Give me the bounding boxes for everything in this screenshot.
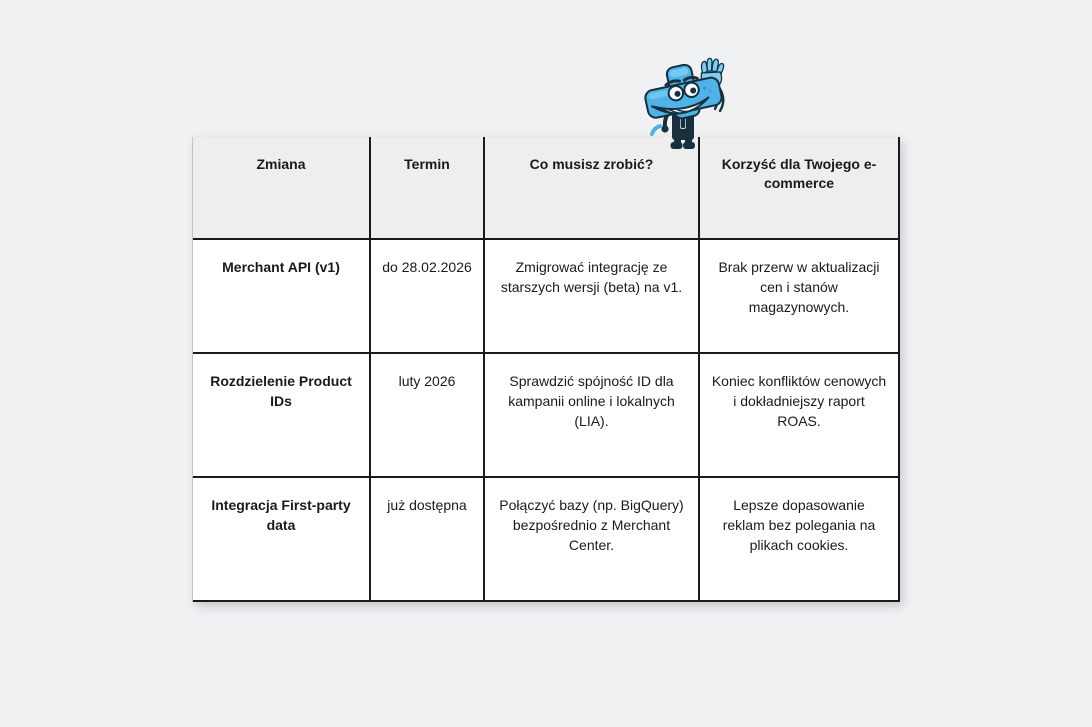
changes-table-card <box>193 137 899 602</box>
table-row <box>193 477 899 601</box>
column-header-benefit: Korzyść dla Twojego e-commerce <box>699 137 899 239</box>
cell-change: Integracja First-party data <box>193 477 370 601</box>
cell-term: do 28.02.2026 <box>370 239 484 353</box>
cell-benefit: Koniec konfliktów cenowych i dokładniejszy raport ROAS. <box>699 353 899 477</box>
changes-table <box>193 137 900 602</box>
cell-todo: Sprawdzić spójność ID dla kampanii online i lokalnych (LIA). <box>484 353 699 477</box>
cell-todo: Połączyć bazy (np. BigQuery) bezpośrednio z Merchant Center. <box>484 477 699 601</box>
waving-blue-cross-mascot-icon <box>636 56 728 150</box>
table-row <box>193 239 899 353</box>
cell-change: Rozdzielenie Product IDs <box>193 353 370 477</box>
table-row <box>193 353 899 477</box>
cell-todo: Zmigrować integrację ze starszych wersji (beta) na v1. <box>484 239 699 353</box>
cell-change: Merchant API (v1) <box>193 239 370 353</box>
column-header-term: Termin <box>370 137 484 239</box>
cell-term: już dostępna <box>370 477 484 601</box>
table-header-row <box>193 137 899 239</box>
cell-benefit: Lepsze dopasowanie reklam bez polegania na plikach cookies. <box>699 477 899 601</box>
column-header-todo: Co musisz zrobić? <box>484 137 699 239</box>
table-body <box>193 239 899 601</box>
column-header-change: Zmiana <box>193 137 370 239</box>
mascot-illustration <box>636 56 728 150</box>
cell-benefit: Brak przerw w aktualizacji cen i stanów magazynowych. <box>699 239 899 353</box>
cell-term: luty 2026 <box>370 353 484 477</box>
table-header <box>193 137 899 239</box>
